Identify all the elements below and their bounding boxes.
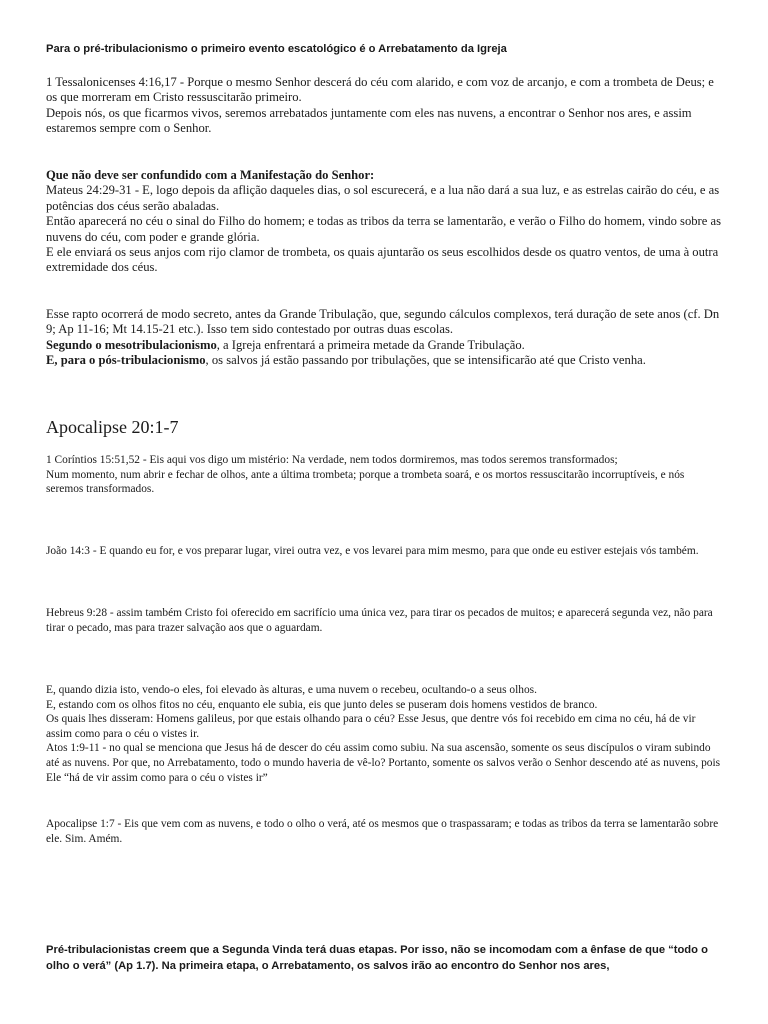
verse-text: E, quando dizia isto, vendo-o eles, foi elevado às alturas, e uma nuvem o recebeu, ocultando-o a seus olhos. (46, 684, 537, 696)
verse-text: Atos 1:9-11 - no qual se menciona que Jesus há de descer do céu assim como subiu. Na sua ascensão, somente os seus discípulos o viram subindo até as nuvens. Por que, no Arrebatamento, todo o mundo haveria de vê-lo? Portanto, somente os salvos verão o Senhor descendo até as nuvens, pois Ele “há de vir assim como para o céu o vistes ir” (46, 742, 721, 784)
verse-text: Mateus 24:29-31 - E, logo depois da aflição daqueles dias, o sol escurecerá, e a lua não dará a sua luz, e as estrelas cairão do céu, e as potências dos céus serão abaladas. (46, 183, 720, 213)
paragraph-corintios (46, 453, 722, 497)
verse-text: Os quais lhes disseram: Homens galileus, por que estais olhando para o céu? Esse Jesus, que dentre vós foi recebido em cima no céu, há de vir assim como para o céu o vistes ir. (46, 713, 696, 740)
paragraph-apocalipse-1-7: Apocalipse 1:7 - Eis que vem com as nuvens, e todo o olho o verá, até os mesmos que o traspassaram; e todas as tribos da terra se lamentarão sobre ele. Sim. Amém. (46, 818, 719, 845)
section-manifestacao (46, 168, 722, 276)
verse-text: Num momento, num abrir e fechar de olhos, ante a última trombeta; porque a trombeta soará, e os mortos ressuscitarão incorruptíveis, e nós seremos transformados. (46, 468, 685, 496)
rapto-text: Esse rapto ocorrerá de modo secreto, antes da Grande Tribulação, que, segundo cálculos complexos, terá duração de sete anos (cf. Dn 9; Ap 11-16; Mt 14.15-21 etc.). Isso tem sido contestado por outras duas escolas. (46, 307, 720, 337)
paragraph-joao: João 14:3 - E quando eu for, e vos preparar lugar, virei outra vez, e vos levarei para mim mesmo, para que onde eu estiver estejais vós também. (46, 545, 699, 557)
verse-text: Então aparecerá no céu o sinal do Filho do homem; e todas as tribos da terra se lamentarão, e verão o Filho do homem, vindo sobre as nuvens do céu, com poder e grande glória. (46, 214, 721, 244)
verse-text: 1 Tessalonicenses 4:16,17 - Porque o mesmo Senhor descerá do céu com alarido, e com voz de arcanjo, e com a trombeta de Deus; e os que morreram em Cristo ressuscitarão primeiro. (46, 75, 714, 105)
paragraph-atos (46, 683, 722, 785)
verse-text: 1 Coríntios 15:51,52 - Eis aqui vos digo um mistério: Na verdade, nem todos dormiremos, mas todos seremos transformados; (46, 454, 618, 466)
verse-text: Depois nós, os que ficarmos vivos, seremos arrebatados juntamente com eles nas nuvens, a encontrar o Senhor nos ares, e assim estaremos sempre com o Senhor. (46, 105, 692, 136)
document-title: Para o pré-tribulacionismo o primeiro evento escatológico é o Arrebatamento da Igreja (46, 43, 507, 55)
verse-text: E ele enviará os seus anjos com rijo clamor de trombeta, os quais ajuntarão os seus escolhidos desde os quatro ventos, de uma à outra extremidade dos céus. (46, 245, 719, 275)
section-heading: Que não deve ser confundido com a Manifestação do Senhor: (46, 168, 375, 182)
apocalipse-heading: Apocalipse 20:1-7 (46, 417, 179, 437)
verse-text: E, estando com os olhos fitos no céu, enquanto ele subia, eis que junto deles se puseram dois homens vestidos de branco. (46, 698, 598, 711)
paragraph-rapto (46, 307, 722, 369)
paragraph-hebreus: Hebreus 9:28 - assim também Cristo foi oferecido em sacrifício uma única vez, para tirar os pecados de muitos; e aparecerá segunda vez, não para tirar o pecado, mas para trazer salvação aos que o aguardam. (46, 607, 713, 634)
pos-text: E, para o pós-tribulacionismo, os salvos já estão passando por tribulações, que se intensificarão até que Cristo venha. (46, 353, 646, 368)
paragraph-tessalonicenses (46, 75, 722, 137)
meso-text: Segundo o mesotribulacionismo, a Igreja enfrentará a primeira metade da Grande Tribulação. (46, 337, 525, 352)
paragraph-final: Pré-tribulacionistas creem que a Segunda Vinda terá duas etapas. Por isso, não se incomodam com a ênfase de que “todo o olho o verá” (Ap 1.7). Na primeira etapa, o Arrebatamento, os salvos irão ao encontro do Senhor nos ares, (46, 944, 708, 972)
